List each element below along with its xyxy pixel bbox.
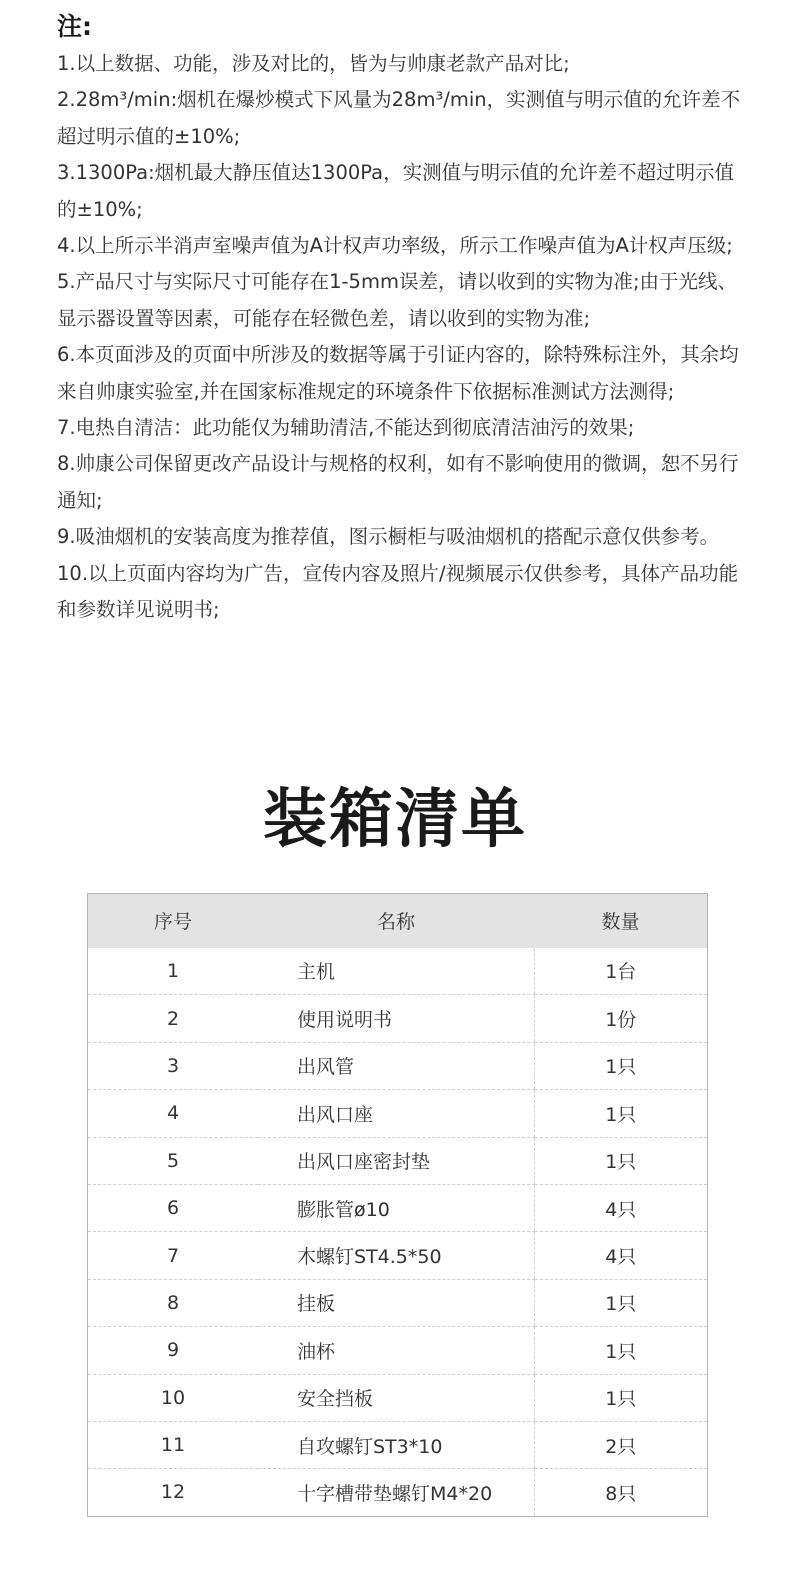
row-quantity: 1只 <box>534 1042 708 1089</box>
row-quantity: 1台 <box>534 948 708 995</box>
table-row <box>88 995 708 1042</box>
table-header <box>88 894 708 948</box>
table-row <box>88 1042 708 1089</box>
note-item: 8.帅康公司保留更改产品设计与规格的权利，如有不影响使用的微调，恕不另行通知; <box>57 452 739 512</box>
row-quantity: 1只 <box>534 1090 708 1137</box>
row-name: 出风管 <box>258 1042 534 1089</box>
header-index: 序号 <box>153 911 192 934</box>
table-row <box>88 1374 708 1421</box>
notes-heading: 注: <box>57 12 92 41</box>
row-quantity: 1只 <box>534 1374 708 1421</box>
table-row <box>88 1421 708 1468</box>
packing-list-title: 装箱清单 <box>263 783 527 857</box>
row-index: 10 <box>88 1374 259 1421</box>
row-index: 3 <box>88 1042 259 1089</box>
notes-list <box>57 46 747 629</box>
row-name: 自攻螺钉ST3*10 <box>258 1421 534 1468</box>
table-row <box>88 1327 708 1374</box>
row-name: 木螺钉ST4.5*50 <box>258 1232 534 1279</box>
notes-section <box>57 8 747 629</box>
row-quantity: 1只 <box>534 1279 708 1326</box>
row-name: 挂板 <box>258 1279 534 1326</box>
row-index: 8 <box>88 1279 259 1326</box>
row-name: 油杯 <box>258 1327 534 1374</box>
row-index: 12 <box>160 1481 186 1504</box>
packing-list-table <box>87 893 708 1517</box>
table-body <box>88 948 708 1517</box>
note-item: 7.电热自清洁：此功能仅为辅助清洁,不能达到彻底清洁油污的效果; <box>57 416 635 440</box>
row-name: 主机 <box>258 948 534 995</box>
row-name: 出风口座 <box>258 1090 534 1137</box>
note-item: 3.1300Pa:烟机最大静压值达1300Pa，实测值与明示值的允许差不超过明示值的±10%; <box>57 161 735 221</box>
row-name: 安全挡板 <box>258 1374 534 1421</box>
row-index: 11 <box>88 1421 259 1468</box>
row-name: 膨胀管ø10 <box>258 1184 534 1231</box>
table-row <box>88 1232 708 1279</box>
row-quantity: 1份 <box>534 995 708 1042</box>
row-index: 5 <box>88 1137 259 1184</box>
table-row <box>88 1090 708 1137</box>
table-row <box>88 948 708 995</box>
row-index: 6 <box>88 1184 259 1231</box>
table-row <box>88 1279 708 1326</box>
table-row <box>88 1137 708 1184</box>
row-index: 2 <box>88 995 259 1042</box>
row-quantity: 4只 <box>534 1184 708 1231</box>
row-name: 十字槽带垫螺钉M4*20 <box>297 1482 493 1505</box>
row-index: 4 <box>88 1090 259 1137</box>
row-quantity: 1只 <box>534 1137 708 1184</box>
row-quantity: 4只 <box>534 1232 708 1279</box>
row-name: 使用说明书 <box>258 995 534 1042</box>
row-quantity: 8只 <box>534 1469 708 1516</box>
header-name: 名称 <box>376 911 415 934</box>
note-item: 10.以上页面内容均为广告，宣传内容及照片/视频展示仅供参考，具体产品功能和参数详见说明书; <box>57 561 739 622</box>
table-row <box>88 1184 708 1231</box>
row-name: 出风口座密封垫 <box>258 1137 534 1184</box>
table-row <box>88 1469 708 1516</box>
note-item: 6.本页面涉及的页面中所涉及的数据等属于引证内容的，除特殊标注外，其余均来自帅康实验室,并在国家标准规定的环境条件下依据标准测试方法测得; <box>57 343 739 403</box>
row-index: 1 <box>88 948 259 995</box>
row-quantity: 1只 <box>534 1327 708 1374</box>
note-item: 9.吸油烟机的安装高度为推荐值，图示橱柜与吸油烟机的搭配示意仅供参考。 <box>57 525 720 549</box>
header-quantity: 数量 <box>601 911 640 934</box>
table-header-row <box>88 894 708 948</box>
note-item: 5.产品尺寸与实际尺寸可能存在1-5mm误差，请以收到的实物为准;由于光线、显示器设置等因素，可能存在轻微色差，请以收到的实物为准; <box>57 270 738 330</box>
note-item: 1.以上数据、功能，涉及对比的，皆为与帅康老款产品对比; <box>57 52 570 75</box>
row-index: 7 <box>88 1232 259 1279</box>
row-index: 9 <box>88 1327 259 1374</box>
row-quantity: 2只 <box>534 1421 708 1468</box>
note-item: 2.28m³/min:烟机在爆炒模式下风量为28m³/min，实测值与明示值的允许差不超过明示值的±10%; <box>57 88 741 148</box>
note-item: 4.以上所示半消声室噪声值为A计权声功率级，所示工作噪声值为A计权声压级; <box>57 234 733 258</box>
